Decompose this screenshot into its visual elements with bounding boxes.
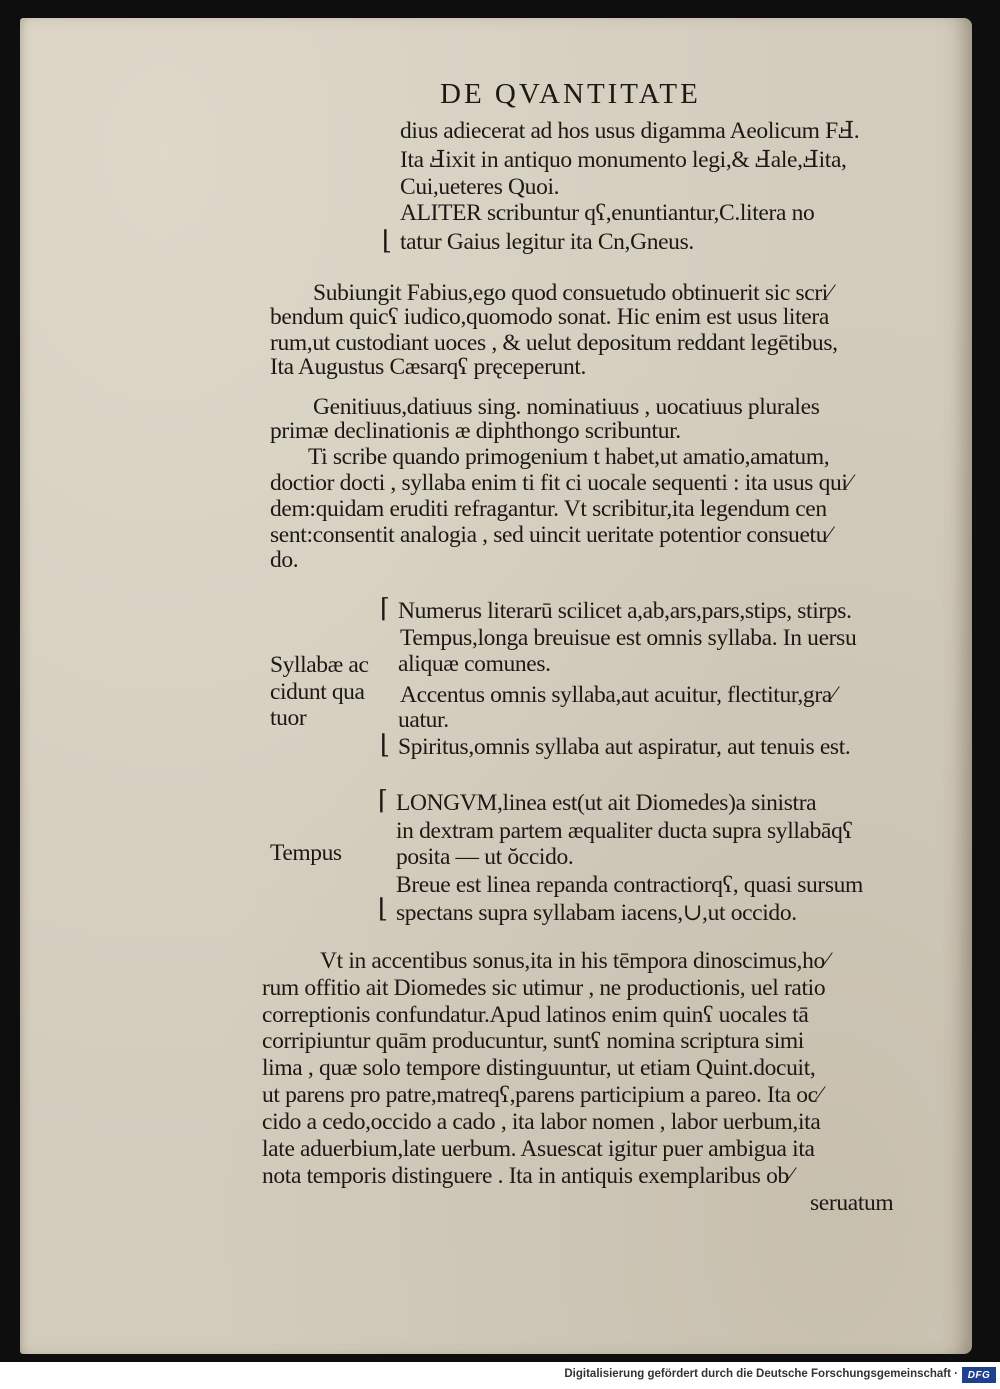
text-line: corripiuntur quām producuntur, suntʕ nomina scriptura simi bbox=[262, 1028, 804, 1054]
text-line: seruatum bbox=[810, 1190, 894, 1216]
text-line: rum,ut custodiant uoces , & uelut depositum reddant legētibus, bbox=[270, 330, 838, 356]
text-line: correptionis confundatur.Apud latinos enim quinʕ uocales tā bbox=[262, 1002, 809, 1028]
text-line: bendum quicʕ iudico,quomodo sonat. Hic enim est usus litera bbox=[270, 304, 829, 330]
text-line: lima , quæ solo tempore distinguuntur, ut etiam Quint.docuit, bbox=[262, 1055, 816, 1081]
table-line: Accentus omnis syllaba,aut acuitur, flectitur,gra⁄ bbox=[400, 682, 836, 708]
brace-top-mark: ⌈ bbox=[380, 594, 391, 623]
table-line: in dextram partem æqualiter ducta supra syllabāqʕ bbox=[396, 818, 853, 844]
text-line: dius adiecerat ad hos usus digamma Aeolicum FℲ. bbox=[400, 118, 860, 144]
text-line: Ita Augustus Cæsarqʕ pręceperunt. bbox=[270, 354, 587, 380]
table-line: Tempus,longa breuisue est omnis syllaba. In uersu bbox=[400, 625, 857, 651]
text-line: Ti scribe quando primogenium t habet,ut amatio,amatum, bbox=[308, 444, 830, 470]
running-head: DE QVANTITATE bbox=[440, 78, 701, 110]
label-line: cidunt qua bbox=[270, 679, 365, 705]
table-line: LONGVM,linea est(ut ait Diomedes)a sinistra bbox=[396, 790, 817, 816]
text-line: Vt in accentibus sonus,ita in his tēmpora dinoscimus,ho⁄ bbox=[320, 948, 829, 974]
text-line: dem:quidam eruditi refragantur. Vt scribitur,ita legendum cen bbox=[270, 496, 827, 522]
brace-mark: ⌊ bbox=[382, 226, 393, 255]
tempus-label: Tempus bbox=[270, 840, 342, 866]
brace-top-mark: ⌈ bbox=[378, 786, 389, 815]
text-line: primæ declinationis æ diphthongo scribuntur. bbox=[270, 418, 681, 444]
text-line: cido a cedo,occido a cado , ita labor nomen , labor uerbum,ita bbox=[262, 1109, 821, 1135]
text-line: do. bbox=[270, 547, 299, 573]
label-line: Syllabæ ac bbox=[270, 652, 369, 678]
brace-bottom-mark: ⌊ bbox=[378, 894, 389, 923]
text-line: Subiungit Fabius,ego quod consuetudo obtinuerit sic scri⁄ bbox=[313, 280, 832, 306]
text-line: late aduerbium,late uerbum. Asuescat igitur puer ambigua ita bbox=[262, 1136, 815, 1162]
text-line: Genitiuus,datiuus sing. nominatiuus , uocatiuus plurales bbox=[313, 394, 820, 420]
syllabae-label bbox=[270, 652, 368, 731]
table-line: Breue est linea repanda contractiorqʕ, quasi sursum bbox=[396, 872, 863, 898]
text-line: nota temporis distinguere . Ita in antiquis exemplaribus ob⁄ bbox=[262, 1163, 793, 1189]
table-line: Numerus literarū scilicet a,ab,ars,pars,stips, stirps. bbox=[398, 598, 852, 624]
text-line: doctior docti , syllaba enim ti fit ci uocale sequenti : ita usus qui⁄ bbox=[270, 470, 852, 496]
digitization-footer bbox=[0, 1362, 1000, 1389]
text-line: ALITER scribuntur qʕ,enuntiantur,C.litera no bbox=[400, 200, 815, 226]
text-line: ut parens pro patre,matreqʕ,parens participium a pareo. Ita oc⁄ bbox=[262, 1082, 822, 1108]
text-line: Cui,ueteres Quoi. bbox=[400, 174, 560, 200]
funding-notice: Digitalisierung gefördert durch die Deutsche Forschungsgemeinschaft · bbox=[564, 1368, 958, 1380]
table-line: Spiritus,omnis syllaba aut aspiratur, aut tenuis est. bbox=[398, 734, 851, 760]
brace-bottom-mark: ⌊ bbox=[380, 730, 391, 759]
text-line: sent:consentit analogia , sed uincit ueritate potentior consuetu⁄ bbox=[270, 522, 831, 548]
table-line: posita — ut ŏccido. bbox=[396, 844, 574, 870]
table-line: spectans supra syllabam iacens,∪,ut occido. bbox=[396, 900, 797, 926]
text-line: rum offitio ait Diomedes sic utimur , ne productionis, uel ratio bbox=[262, 975, 826, 1001]
dfg-logo: DFG bbox=[962, 1367, 996, 1383]
text-line: tatur Gaius legitur ita Cn,Gneus. bbox=[400, 229, 694, 255]
label-line: tuor bbox=[270, 705, 307, 731]
table-line: aliquæ comunes. bbox=[398, 651, 551, 677]
text-line: Ita Ⅎixit in antiquo monumento legi,& Ⅎale,Ⅎita, bbox=[400, 147, 847, 173]
table-line: uatur. bbox=[398, 707, 449, 733]
